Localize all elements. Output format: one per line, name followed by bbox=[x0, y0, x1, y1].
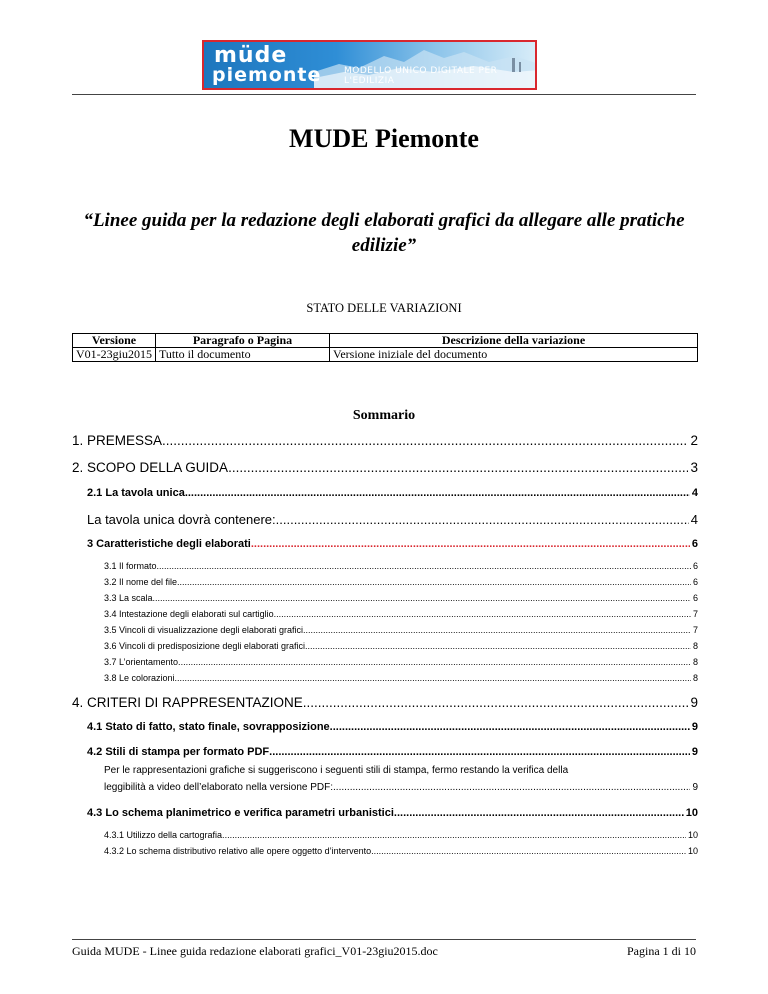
document-subtitle: “Linee guida per la redazione degli elaborati grafici da allegare alle pratiche edilizie” bbox=[83, 210, 685, 256]
table-cell: V01-23giu2015 bbox=[73, 348, 156, 362]
document-title: MUDE Piemonte bbox=[289, 124, 479, 153]
page-number: Pagina 1 di 10 bbox=[627, 944, 696, 958]
toc-entry[interactable]: 3.7 L’orientamento. ..... 8 bbox=[72, 657, 698, 667]
table-header-row bbox=[73, 334, 698, 348]
toc-entry[interactable]: 3.3 La scala. ..... 6 bbox=[72, 593, 698, 603]
column-header: Versione bbox=[73, 334, 156, 348]
toc-entry[interactable]: 4.1 Stato di fatto, stato finale, sovrapposizione. ..... 9 bbox=[72, 721, 698, 733]
toc-entry[interactable]: 3.1 Il formato ..... 6 bbox=[72, 561, 698, 571]
toc-entry[interactable]: 3.8 Le colorazioni. ..... 8 bbox=[72, 673, 698, 683]
toc-entry[interactable]: 4. CRITERI DI RAPPRESENTAZIONE ..... 9 bbox=[72, 695, 698, 710]
column-header: Paragrafo o Pagina bbox=[156, 334, 330, 348]
toc-entry[interactable]: 4.3.1 Utilizzo della cartografia. ..... 10 bbox=[72, 830, 698, 840]
toc-entry-text[interactable]: Per le rappresentazioni grafiche si suggeriscono i seguenti stili di stampa, fermo restando la verifica della bbox=[104, 765, 569, 776]
mude-logo bbox=[202, 40, 537, 90]
column-header: Descrizione della variazione bbox=[330, 334, 698, 348]
variazioni-table bbox=[72, 333, 698, 362]
toc-entry[interactable]: La tavola unica dovrà contenere: ..... 4 bbox=[72, 512, 698, 527]
table-row bbox=[73, 348, 698, 362]
toc-entry[interactable]: 3 Caratteristiche degli elaborati ..... 6 bbox=[72, 538, 698, 550]
logo-text-piemonte: piemonte bbox=[212, 64, 322, 86]
toc-entry[interactable]: 3.6 Vincoli di predisposizione degli elaborati grafici. ..... 8 bbox=[72, 641, 698, 651]
sommario-heading: Sommario bbox=[352, 408, 416, 423]
table-cell: Versione iniziale del documento bbox=[330, 348, 698, 362]
toc-entry[interactable]: leggibilità a video dell’elaborato nella versione PDF: ..... 9 bbox=[72, 782, 698, 793]
logo-tagline: MODELLO UNICO DIGITALE PER L'EDILIZIA bbox=[344, 66, 498, 86]
toc-entry[interactable]: 4.3.2 Lo schema distributivo relativo alle opere oggetto d’intervento. ..... 10 bbox=[72, 846, 698, 856]
stato-variazioni-heading: STATO DELLE VARIAZIONI bbox=[306, 301, 462, 315]
toc-entry[interactable]: 3.5 Vincoli di visualizzazione degli elaborati grafici. ..... 7 bbox=[72, 625, 698, 635]
logo-text-mude: müde bbox=[214, 43, 288, 68]
footer-filename: Guida MUDE - Linee guida redazione elaborati grafici_V01-23giu2015.doc bbox=[72, 944, 438, 958]
toc-entry[interactable]: 2.1 La tavola unica. ..... 4 bbox=[72, 487, 698, 499]
toc-entry[interactable]: 4.3 Lo schema planimetrico e verifica parametri urbanistici. ..... 10 bbox=[72, 807, 698, 819]
toc-entry[interactable]: 4.2 Stili di stampa per formato PDF ..... 9 bbox=[72, 746, 698, 758]
toc-entry[interactable]: 3.2 Il nome del file. ..... 6 bbox=[72, 577, 698, 587]
footer-divider bbox=[72, 939, 696, 940]
toc-entry[interactable]: 2. SCOPO DELLA GUIDA ..... 3 bbox=[72, 460, 698, 475]
header-divider bbox=[72, 94, 696, 95]
toc-entry[interactable]: 1. PREMESSA. ..... 2 bbox=[72, 433, 698, 448]
table-cell: Tutto il documento bbox=[156, 348, 330, 362]
toc-entry[interactable]: 3.4 Intestazione degli elaborati sul cartiglio. ..... 7 bbox=[72, 609, 698, 619]
